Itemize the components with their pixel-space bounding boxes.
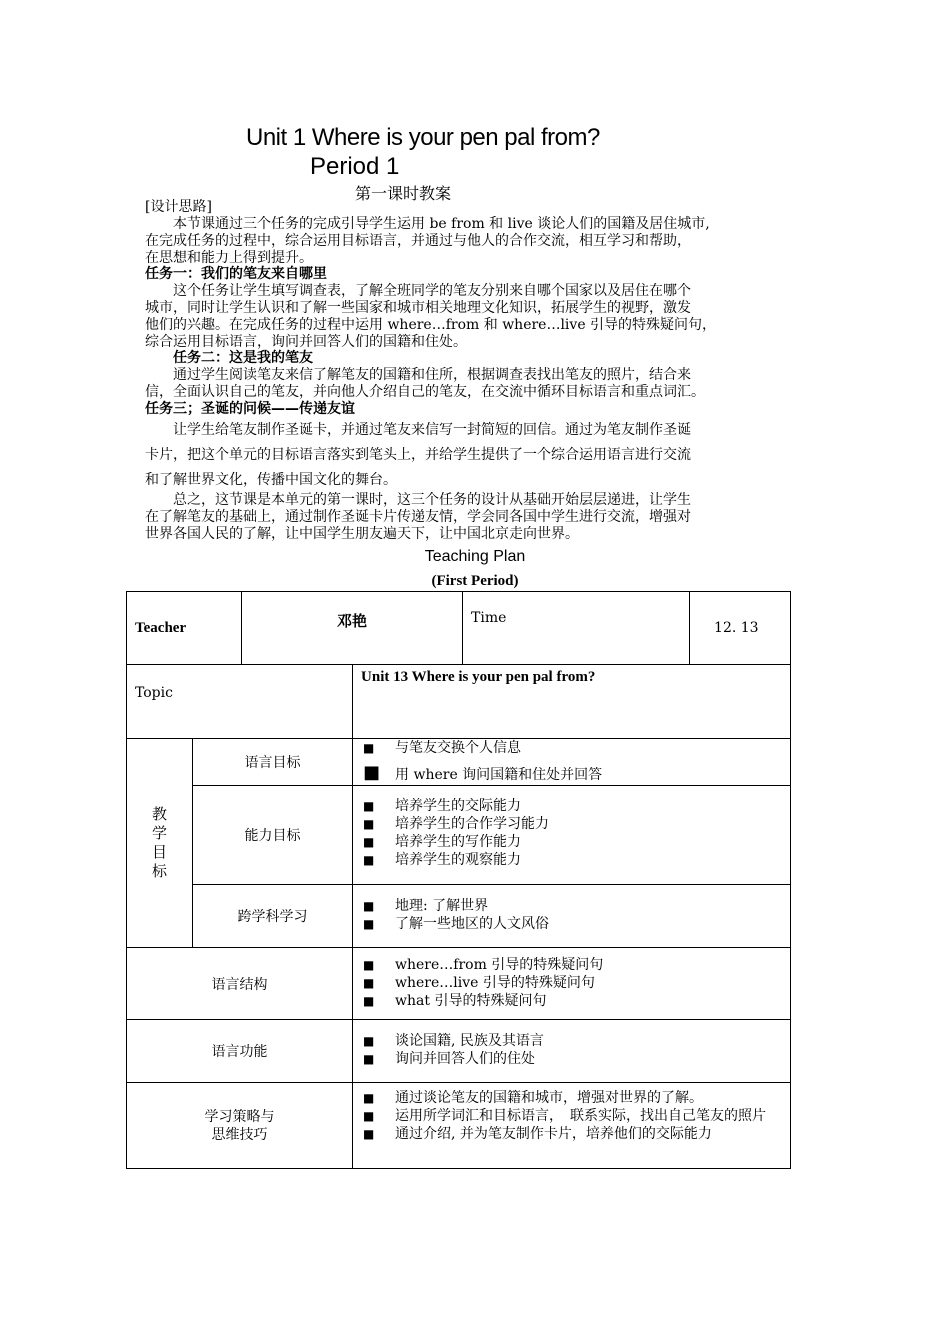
text-line: 在了解笔友的基础上，通过制作圣诞卡片传递友情，学会同各国中学生进行交流，增强对 [145,509,691,525]
objectives-char: 教 [151,805,167,823]
text-line: 世界各国人民的了解，让中国学生朋友遍天下，让中国北京走向世界。 [145,526,579,542]
strategy-cell [353,1083,791,1169]
list-item: ■ 培养学生的交际能力 [363,797,790,815]
function-label: 语言功能 [127,1020,353,1083]
topic-value: Unit 13 Where is your pen pal from? [353,665,791,739]
ability-goal-label: 能力目标 [193,786,353,885]
time-label: Time [463,592,690,665]
list-item: ■ 询问并回答人们的住处 [363,1050,790,1068]
text-line: 总之，这节课是本单元的第一课时，这三个任务的设计从基础开始层层递进，让学生 [145,492,691,508]
table-row [127,948,791,1020]
task1-heading: 任务一：我们的笔友来自哪里 [145,266,327,282]
strategy-label-line: 思维技巧 [211,1126,268,1143]
text-line: 本节课通过三个任务的完成引导学生运用 be from 和 live 谈论人们的国籍及居住城市, [145,216,710,232]
objectives-char: 学 [151,824,167,842]
objectives-label [127,739,193,948]
lesson-plan-subtitle: 第一课时教案 [355,184,452,203]
text-line: 让学生给笔友制作圣诞卡，并通过笔友来信写一封简短的回信。通过为笔友制作圣诞 [145,422,691,438]
strategy-label [127,1083,353,1169]
text-line: 在完成任务的过程中，综合运用目标语言，并通过与他人的合作交流，相互学习和帮助， [145,233,691,249]
language-goal-cell [353,739,791,786]
table-row [127,665,791,739]
list-item: ■ 用 where 询问国籍和住处并回答 [363,766,790,784]
list-item: ■ 通过谈论笔友的国籍和城市，增强对世界的了解。 [363,1089,784,1107]
time-value: 12. 13 [690,592,791,665]
design-label: [设计思路] [145,199,212,215]
list-item: ■ what 引导的特殊疑问句 [363,992,790,1010]
teaching-plan-table [126,591,791,1169]
text-line: 城市，同时让学生认识和了解一些国家和城市相关地理文化知识，拓展学生的视野，激发 [145,300,691,316]
cross-subject-cell [353,885,791,948]
objectives-char: 目 [151,843,167,861]
topic-label: Topic [127,665,353,739]
teacher-name: 邓艳 [242,592,463,665]
cross-subject-label: 跨学科学习 [193,885,353,948]
text-line: 和了解世界文化，传播中国文化的舞台。 [145,472,397,488]
language-goal-label: 语言目标 [193,739,353,786]
strategy-label-line: 学习策略与 [204,1108,275,1125]
table-row [127,1020,791,1083]
list-item: ■ where…from 引导的特殊疑问句 [363,956,790,974]
text-line: 信，全面认识自己的笔友，并向他人介绍自己的笔友，在交流中循环目标语言和重点词汇。 [145,384,705,400]
list-item: ■ 培养学生的合作学习能力 [363,815,790,833]
list-item: ■ 了解一些地区的人文风俗 [363,915,790,933]
list-item: ■ 与笔友交换个人信息 [363,739,790,757]
text-line: 他们的兴趣。在完成任务的过程中运用 where…from 和 where…live 引导的特殊疑问句， [145,317,717,333]
task3-heading: 任务三；圣诞的问候——传递友谊 [145,401,355,417]
structure-label: 语言结构 [127,948,353,1020]
list-item: ■ 地理: 了解世界 [363,897,790,915]
text-line: 这个任务让学生填写调查表，了解全班同学的笔友分别来自哪个国家以及居住在哪个 [145,283,691,299]
task2-heading: 任务二：这是我的笔友 [145,350,313,366]
list-item: ■ 谈论国籍, 民族及其语言 [363,1032,790,1050]
text-line: 卡片，把这个单元的目标语言落实到笔头上，并给学生提供了一个综合运用语言进行交流 [145,447,691,463]
objectives-char: 标 [151,862,167,880]
list-item: ■ 通过介绍, 并为笔友制作卡片，培养他们的交际能力 [363,1125,784,1143]
function-cell [353,1020,791,1083]
table-row [127,739,791,786]
ability-goal-cell [353,786,791,885]
teacher-label: Teacher [127,592,242,665]
table-row [127,885,791,948]
list-item: ■ 培养学生的观察能力 [363,851,790,869]
text-line: 综合运用目标语言，询问并回答人们的国籍和住处。 [145,334,467,350]
list-item: ■ where…live 引导的特殊疑问句 [363,974,790,992]
table-row [127,1083,791,1169]
table-row [127,592,791,665]
list-item: ■ 培养学生的写作能力 [363,833,790,851]
table-row [127,786,791,885]
teaching-plan-title: Teaching Plan [424,548,526,565]
structure-cell [353,948,791,1020]
document-title: Unit 1 Where is your pen pal from? [246,124,600,151]
period-title: Period 1 [310,153,400,180]
list-item: ■ 运用所学词汇和目标语言， 联系实际，找出自己笔友的照片 [363,1107,784,1125]
text-line: 通过学生阅读笔友来信了解笔友的国籍和住所，根据调查表找出笔友的照片，结合来 [145,367,691,383]
text-line: 在思想和能力上得到提升。 [145,250,313,266]
teaching-plan-subtitle: (First Period) [431,573,519,589]
